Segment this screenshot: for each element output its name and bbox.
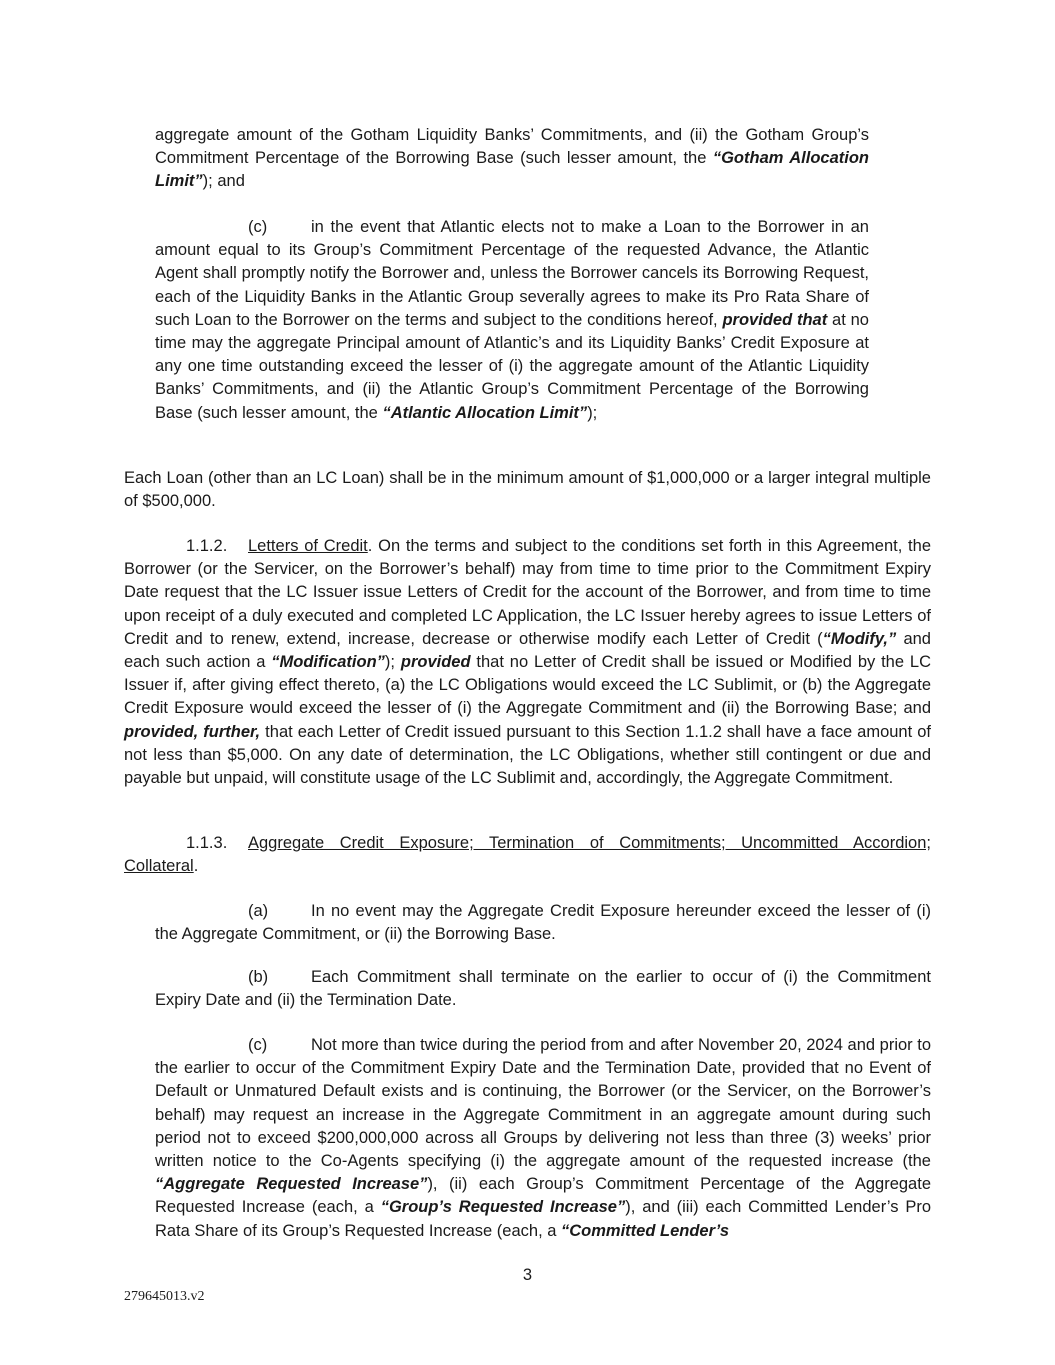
- section-heading: Aggregate Credit Exposure; Termination of Commitments; Uncommitted Accordion; Collateral: [124, 834, 931, 876]
- section-1-1-3: 1.1.3. Aggregate Credit Exposure; Termination of Commitments; Uncommitted Accordion; Collateral.: [124, 834, 931, 876]
- defined-term: “Committed Lender’s: [561, 1221, 730, 1240]
- paragraph-loan-minimum: Each Loan (other than an LC Loan) shall be in the minimum amount of $1,000,000 or a larger integral multiple of $500,000.: [124, 469, 931, 511]
- paragraph-1-1-3-c: (c) Not more than twice during the period from and after November 20, 2024 and prior to the earlier to occur of the Commitment Expiry Date and the Termination Date, provided that no Event of Default or Unmatured Default exists and is continuing, the Borrower (or the Servicer, on the Borrower’s behalf) may request an increase in the Aggregate Commitment in an aggregate amount during such period not to exceed $200,000,000 across all Groups by delivering not less than three (3) weeks’ prior written notice to the Co-Agents specifying (i) the aggregate amount of the requested increase (the “Aggregate Requested Increase”), (ii) each Group’s Commitment Percentage of the Aggregate Requested Increase (each, a “Group’s Requested Increase”), and (iii) each Committed Lender’s Pro Rata Share of its Group’s Requested Increase (each, a “Committed Lender’s: [155, 1036, 932, 1240]
- emphasis: provided, further,: [124, 722, 261, 741]
- clause-label: (a): [248, 902, 269, 920]
- clause-label: (c): [248, 1036, 268, 1054]
- section-number: 1.1.2.: [186, 537, 228, 555]
- paragraph-c-atlantic: (c) in the event that Atlantic elects not to make a Loan to the Borrower in an amount equal to its Group’s Commitment Percentage of the requested Advance, the Atlantic Agent shall promptly notify the Borrower and, unless the Borrower cancels its Borrowing Request, each of the Liquidity Banks in the Atlantic Group severally agrees to make its Pro Rata Share of such Loan to the Borrower on the terms and subject to the conditions hereof, provided that at no time may the aggregate Principal amount of Atlantic’s and its Liquidity Banks’ Credit Exposure at any one time outstanding exceed the lesser of (i) the aggregate amount of the Atlantic Liquidity Banks’ Commitments, and (ii) the Atlantic Group’s Commitment Percentage of the Borrowing Base (such lesser amount, the “Atlantic Allocation Limit”);: [155, 218, 869, 422]
- page-number: 3: [522, 1266, 533, 1284]
- emphasis: provided: [400, 653, 471, 672]
- defined-term: “Group’s Requested Increase”: [380, 1198, 626, 1217]
- paragraph-gotham-limit-tail: aggregate amount of the Gotham Liquidity Banks’ Commitments, and (ii) the Gotham Group’s Commitment Percentage of the Borrowing Base (such lesser amount, the “Gotham Allocation Limit”); and: [155, 126, 869, 191]
- section-number: 1.1.3.: [186, 834, 228, 852]
- paragraph-1-1-3-a: (a) In no event may the Aggregate Credit Exposure hereunder exceed the lesser of (i) the Aggregate Commitment, or (ii) the Borrowing Base.: [155, 902, 931, 944]
- clause-label: (b): [248, 968, 269, 986]
- defined-term: “Modification”: [271, 653, 385, 672]
- defined-term: “Atlantic Allocation Limit”: [382, 403, 588, 422]
- paragraph-1-1-3-b: (b) Each Commitment shall terminate on the earlier to occur of (i) the Commitment Expiry Date and (ii) the Termination Date.: [155, 968, 931, 1010]
- defined-term: “Gotham Allocation Limit”: [155, 149, 869, 191]
- document-id: 279645013.v2: [124, 1289, 205, 1304]
- defined-term: “Modify,”: [822, 629, 897, 648]
- section-heading: Letters of Credit: [248, 537, 368, 555]
- clause-label: (c): [248, 218, 268, 236]
- section-1-1-2: 1.1.2. Letters of Credit. On the terms and subject to the conditions set forth in this Agreement, the Borrower (or the Servicer, on the Borrower’s behalf) may from time to time prior to the Commitment Expiry Date request that the LC Issuer issue Letters of Credit for the account of the Borrower, and from time to time upon receipt of a duly executed and completed LC Application, the LC Issuer hereby agrees to issue Letters of Credit and to renew, extend, increase, decrease or otherwise modify each Letter of Credit (“Modify,” and each such action a “Modification”); provided that no Letter of Credit shall be issued or Modified by the LC Issuer if, after giving effect thereto, (a) the LC Obligations would exceed the LC Sublimit, or (b) the Aggregate Credit Exposure would exceed the lesser of (i) the Aggregate Commitment and (ii) the Borrowing Base; and provided, further, that each Letter of Credit issued pursuant to this Section 1.1.2 shall have a face amount of not less than $5,000. On any date of determination, the LC Obligations, whether still contingent or due and payable but unpaid, will constitute usage of the LC Sublimit and, accordingly, the Aggregate Commitment.: [124, 537, 931, 788]
- defined-term: “Aggregate Requested Increase”: [155, 1175, 428, 1194]
- emphasis: provided that: [722, 310, 828, 329]
